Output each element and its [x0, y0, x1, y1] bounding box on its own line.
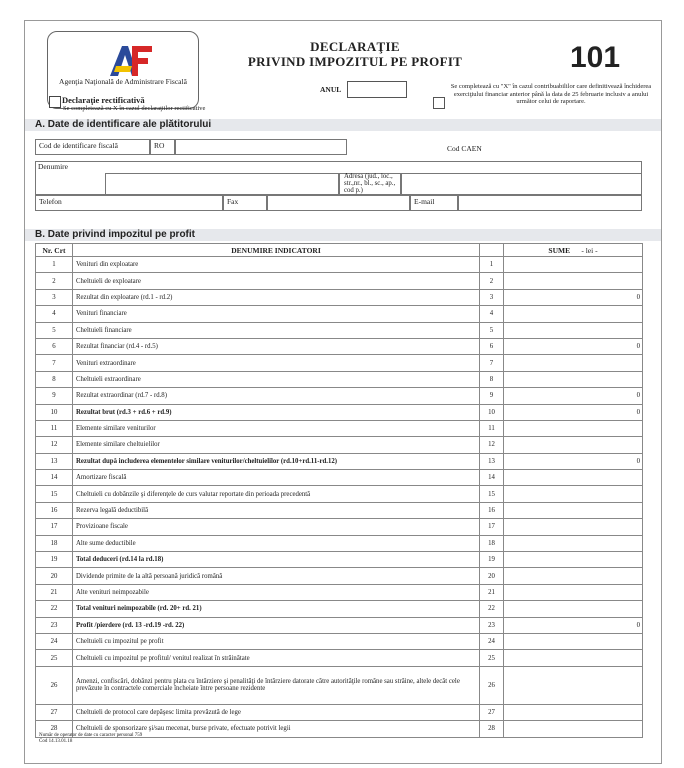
- email-field[interactable]: [458, 195, 642, 211]
- indicator-label: Rezultat brut (rd.3 + rd.6 + rd.9): [73, 404, 480, 420]
- indicator-label: Venituri din exploatare: [73, 257, 480, 273]
- amount-field[interactable]: 0: [504, 338, 643, 354]
- col-sume-label: SUME: [548, 245, 571, 255]
- denumire-label: Denumire: [38, 162, 68, 171]
- row-number: 5: [36, 322, 73, 338]
- row-code: 23: [480, 617, 504, 633]
- indicator-label: Provizioane fiscale: [73, 519, 480, 535]
- indicator-label: Cheltuieli de sponsorizare şi/sau mecenat, burse private, efectuate potrivit legii: [73, 721, 480, 737]
- table-row: [36, 453, 643, 469]
- rectificativa-checkbox[interactable]: [49, 96, 61, 108]
- amount-field[interactable]: [504, 650, 643, 666]
- row-number: 23: [36, 617, 73, 633]
- col-denumire-header: DENUMIRE INDICATORI: [73, 244, 480, 257]
- form-footer: [39, 733, 142, 745]
- amount-field[interactable]: [504, 584, 643, 600]
- anaf-logo-icon: [106, 42, 154, 78]
- row-number: 8: [36, 371, 73, 387]
- indicator-label: Total venituri neimpozabile (rd. 20+ rd. 21): [73, 601, 480, 617]
- amount-field[interactable]: [504, 306, 643, 322]
- row-number: 13: [36, 453, 73, 469]
- row-code: 2: [480, 273, 504, 289]
- indicator-label: Elemente similare cheltuielilor: [73, 437, 480, 453]
- row-code: 27: [480, 704, 504, 720]
- row-code: 21: [480, 584, 504, 600]
- table-row: [36, 371, 643, 387]
- row-code: 3: [480, 289, 504, 305]
- telefon-label: Telefon: [35, 195, 223, 211]
- email-label: E-mail: [410, 195, 458, 211]
- footer-line1: Număr de operator de date cu caracter personal 759: [39, 733, 143, 738]
- row-number: 9: [36, 388, 73, 404]
- row-number: 20: [36, 568, 73, 584]
- rectificativa-label: Declaraţie rectificativă: [62, 95, 145, 105]
- table-row: [36, 617, 643, 633]
- row-code: 13: [480, 453, 504, 469]
- table-row: [36, 306, 643, 322]
- indicator-label: Cheltuieli cu impozitul pe profit: [73, 633, 480, 649]
- col-lei-label: - lei -: [581, 245, 598, 255]
- table-row: [36, 437, 643, 453]
- section-a-title: A. Date de identificare ale plătitorului: [25, 119, 661, 131]
- row-number: 18: [36, 535, 73, 551]
- table-row: [36, 273, 643, 289]
- anul-field[interactable]: [347, 81, 407, 98]
- amount-field[interactable]: 0: [504, 388, 643, 404]
- caen-label: Cod CAEN: [447, 144, 482, 153]
- row-code: 6: [480, 338, 504, 354]
- row-number: 10: [36, 404, 73, 420]
- row-number: 16: [36, 502, 73, 518]
- amount-field[interactable]: [504, 552, 643, 568]
- indicator-label: Cheltuieli de exploatare: [73, 273, 480, 289]
- row-code: 9: [480, 388, 504, 404]
- amount-field[interactable]: [504, 666, 643, 704]
- row-number: 28: [36, 721, 73, 737]
- row-number: 24: [36, 633, 73, 649]
- indicator-label: Cheltuieli de protocol care depăşesc limita prevăzută de lege: [73, 704, 480, 720]
- form-title: [220, 39, 490, 69]
- row-code: 25: [480, 650, 504, 666]
- indicator-label: Rezultat după includerea elementelor similare veniturilor/cheltuielilor (rd.10+rd.11-rd.12): [73, 453, 480, 469]
- table-row: [36, 519, 643, 535]
- amount-field[interactable]: [504, 322, 643, 338]
- amount-field[interactable]: [504, 371, 643, 387]
- amount-field[interactable]: 0: [504, 453, 643, 469]
- row-code: 5: [480, 322, 504, 338]
- row-code: 11: [480, 420, 504, 436]
- row-code: 12: [480, 437, 504, 453]
- amount-field[interactable]: [504, 257, 643, 273]
- amount-field[interactable]: [504, 535, 643, 551]
- indicator-label: Rezultat din exploatare (rd.1 - rd.2): [73, 289, 480, 305]
- table-row: [36, 650, 643, 666]
- anul-label: ANUL: [320, 85, 342, 94]
- indicator-label: Venituri financiare: [73, 306, 480, 322]
- section-b-title: B. Date privind impozitul pe profit: [25, 229, 661, 241]
- indicator-label: Cheltuieli cu impozitul pe profitul/ venitul realizat în străinătate: [73, 650, 480, 666]
- identification-grid: [35, 139, 642, 211]
- footer-line2: Cod 14.13.01.18: [39, 739, 73, 744]
- definitive-note: Se completează cu "X" în cazul contribuabililor care definitivează închiderea exerciţiului financiar anterior până la data de 25 februarie inclusiv a anului următor celui de raportare.: [450, 83, 652, 105]
- definitive-checkbox[interactable]: [433, 97, 445, 109]
- table-row: [36, 568, 643, 584]
- row-number: 25: [36, 650, 73, 666]
- row-number: 26: [36, 666, 73, 704]
- amount-field[interactable]: [504, 502, 643, 518]
- title-line2: PRIVIND IMPOZITUL PE PROFIT: [247, 54, 463, 69]
- table-row: [36, 420, 643, 436]
- row-code: 28: [480, 721, 504, 737]
- col-rd-header: [480, 244, 504, 257]
- cif-field[interactable]: [175, 139, 347, 155]
- indicator-label: Dividende primite de la altă persoană juridică română: [73, 568, 480, 584]
- indicator-label: Amortizare fiscală: [73, 470, 480, 486]
- title-line1: DECLARAŢIE: [310, 39, 400, 54]
- amount-field[interactable]: [504, 704, 643, 720]
- amount-field[interactable]: [504, 721, 643, 737]
- amount-field[interactable]: [504, 420, 643, 436]
- amount-field[interactable]: [504, 633, 643, 649]
- row-number: 4: [36, 306, 73, 322]
- indicator-label: Elemente similare veniturilor: [73, 420, 480, 436]
- table-row: [36, 552, 643, 568]
- amount-field[interactable]: [504, 470, 643, 486]
- indicator-label: Cheltuieli extraordinare: [73, 371, 480, 387]
- adresa-field[interactable]: [401, 173, 642, 195]
- table-row: [36, 404, 643, 420]
- row-number: 17: [36, 519, 73, 535]
- table-row: [36, 535, 643, 551]
- row-code: 7: [480, 355, 504, 371]
- table-row: [36, 704, 643, 720]
- amount-field[interactable]: 0: [504, 617, 643, 633]
- row-code: 26: [480, 666, 504, 704]
- row-code: 16: [480, 502, 504, 518]
- row-code: 4: [480, 306, 504, 322]
- fax-field[interactable]: [267, 195, 410, 211]
- indicator-label: Total deduceri (rd.14 la rd.18): [73, 552, 480, 568]
- rectificativa-note: Se completează cu X în cazul declaraţiilor rectificative: [63, 105, 206, 112]
- indicator-label: Cheltuieli financiare: [73, 322, 480, 338]
- indicator-label: Cheltuieli cu dobânzile şi diferenţele de curs valutar reportate din perioada precedentă: [73, 486, 480, 502]
- table-row: [36, 633, 643, 649]
- table-row: [36, 666, 643, 704]
- row-code: 15: [480, 486, 504, 502]
- amount-field[interactable]: [504, 355, 643, 371]
- row-number: 7: [36, 355, 73, 371]
- amount-field[interactable]: [504, 601, 643, 617]
- amount-field[interactable]: [504, 437, 643, 453]
- form-number: 101: [570, 41, 621, 74]
- indicator-label: Rezultat extraordinar (rd.7 - rd.8): [73, 388, 480, 404]
- table-row: [36, 486, 643, 502]
- amount-field[interactable]: 0: [504, 404, 643, 420]
- row-number: 3: [36, 289, 73, 305]
- col-nr-header: Nr. Crt: [36, 244, 73, 257]
- row-number: 6: [36, 338, 73, 354]
- row-code: 8: [480, 371, 504, 387]
- row-number: 27: [36, 704, 73, 720]
- indicators-body: [36, 257, 643, 738]
- amount-field[interactable]: [504, 486, 643, 502]
- row-number: 14: [36, 470, 73, 486]
- table-row: [36, 601, 643, 617]
- indicator-label: Alte venituri neimpozabile: [73, 584, 480, 600]
- row-code: 19: [480, 552, 504, 568]
- indicator-label: Venituri extraordinare: [73, 355, 480, 371]
- table-row: [36, 470, 643, 486]
- indicators-table: [35, 243, 643, 738]
- row-number: 19: [36, 552, 73, 568]
- row-code: 10: [480, 404, 504, 420]
- amount-field[interactable]: [504, 273, 643, 289]
- row-number: 2: [36, 273, 73, 289]
- adresa-label: Adresa (jud., loc., str.,nr., bl., sc., ap., cod p.): [344, 173, 396, 194]
- agency-name: Agenţia Naţională de Administrare Fiscală: [59, 77, 187, 86]
- cif-label: Cod de identificare fiscală: [35, 139, 150, 155]
- row-number: 15: [36, 486, 73, 502]
- row-code: 24: [480, 633, 504, 649]
- row-code: 14: [480, 470, 504, 486]
- row-code: 22: [480, 601, 504, 617]
- table-row: [36, 289, 643, 305]
- indicator-label: Alte sume deductibile: [73, 535, 480, 551]
- fax-label: Fax: [223, 195, 267, 211]
- declaration-form-page: [24, 20, 662, 764]
- table-row: [36, 355, 643, 371]
- row-code: 18: [480, 535, 504, 551]
- table-row: [36, 584, 643, 600]
- row-code: 17: [480, 519, 504, 535]
- indicator-label: Rezultat financiar (rd.4 - rd.5): [73, 338, 480, 354]
- amount-field[interactable]: 0: [504, 289, 643, 305]
- amount-field[interactable]: [504, 519, 643, 535]
- table-row: [36, 322, 643, 338]
- denumire-field[interactable]: [105, 173, 339, 195]
- row-code: 1: [480, 257, 504, 273]
- table-row: [36, 388, 643, 404]
- row-number: 22: [36, 601, 73, 617]
- col-sume-header: [504, 244, 643, 257]
- row-number: 12: [36, 437, 73, 453]
- row-number: 1: [36, 257, 73, 273]
- row-number: 11: [36, 420, 73, 436]
- row-number: 21: [36, 584, 73, 600]
- indicator-label: Amenzi, confiscări, dobânzi pentru plata cu întârziere şi penalităţi de întârziere datorate către autorităţile române sau străine, altele decât cele prevăzute în contractele comerciale încheiate între persoane rezidente: [73, 666, 480, 704]
- table-row: [36, 338, 643, 354]
- ro-label: RO: [150, 139, 175, 155]
- indicator-label: Rezerva legală deductibilă: [73, 502, 480, 518]
- indicator-label: Profit /pierdere (rd. 13 -rd.19 -rd. 22): [73, 617, 480, 633]
- table-row: [36, 257, 643, 273]
- row-code: 20: [480, 568, 504, 584]
- table-row: [36, 502, 643, 518]
- amount-field[interactable]: [504, 568, 643, 584]
